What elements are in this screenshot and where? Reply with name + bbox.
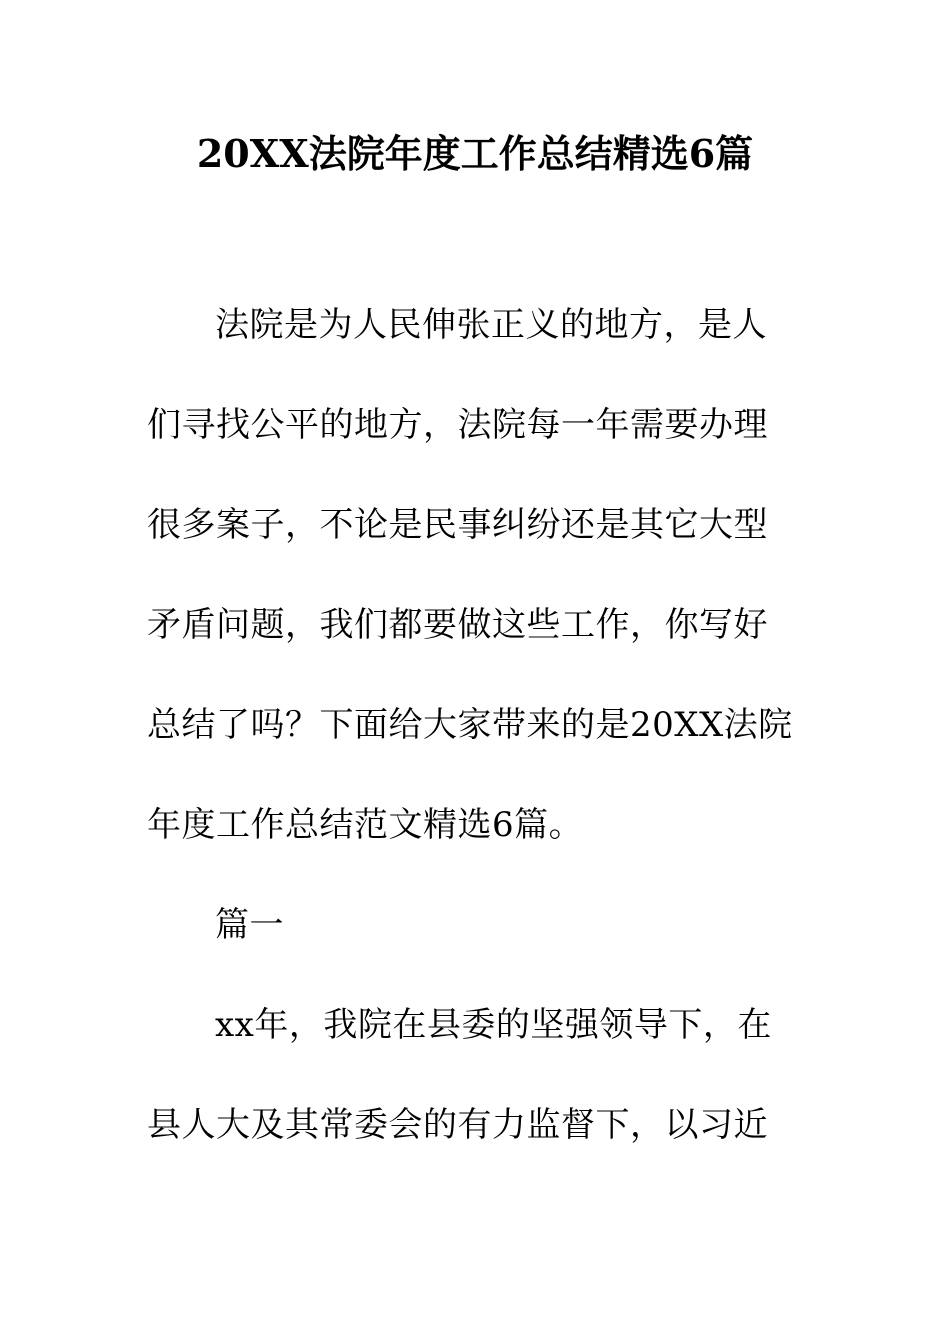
paragraph-line: 法院是为人民伸张正义的地方，是人 <box>215 305 767 345</box>
paragraph-line: 很多案子，不论是民事纠纷还是其它大型 <box>147 505 768 545</box>
paragraph-line: 总结了吗？下面给大家带来的是20XX法院 <box>147 705 793 745</box>
section-heading: 篇一 <box>215 905 284 945</box>
paragraph-line: 矛盾问题，我们都要做这些工作，你写好 <box>147 605 768 645</box>
paragraph-line: 县人大及其常委会的有力监督下，以习近 <box>147 1105 768 1145</box>
paragraph-line: xx年，我院在县委的坚强领导下，在 <box>215 1005 772 1045</box>
paragraph-line: 们寻找公平的地方，法院每一年需要办理 <box>147 405 768 445</box>
document-title: 20XX法院年度工作总结精选6篇 <box>196 131 754 176</box>
paragraph-line: 年度工作总结范文精选6篇。 <box>147 805 584 845</box>
